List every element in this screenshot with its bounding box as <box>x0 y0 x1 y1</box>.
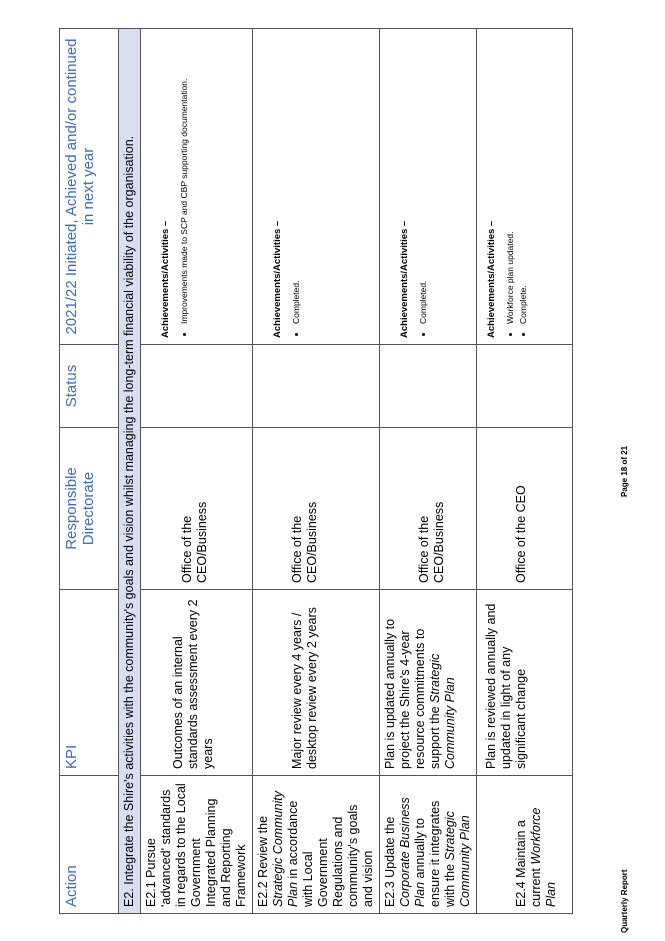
responsible-cell: Office of the CEO/Business <box>141 428 253 590</box>
table-row <box>141 29 253 914</box>
list-item: • Complete. <box>518 35 529 324</box>
kpi-cell: Plan is reviewed annually and updated in light of any significant change <box>477 590 573 776</box>
table-row <box>380 29 477 914</box>
achievements-title: Achievements/Activities – <box>486 220 497 338</box>
status-cell <box>141 345 253 428</box>
kpi-cell: Plan is updated annually to project the Shire's 4-year resource commitments to support the Strategic Community Plan <box>380 590 477 776</box>
header-responsible: Responsible Directorate <box>60 428 119 590</box>
status-cell <box>253 345 380 428</box>
kpi-cell: Outcomes of an internal standards assessment every 2 years <box>141 590 253 776</box>
progress-cell <box>253 29 380 345</box>
section-row <box>119 29 141 914</box>
progress-cell <box>477 29 573 345</box>
kpi-cell: Major review every 4 years / desktop review every 2 years <box>253 590 380 776</box>
responsible-cell: Office of the CEO/Business <box>253 428 380 590</box>
achievements-title: Achievements/Activities – <box>399 220 410 338</box>
footer-report-title: Quarterly Report <box>620 869 629 933</box>
list-item: • Workforce plan updated. <box>505 35 516 324</box>
section-title: E2. Integrate the Shire's activities with the community's goals and vision whilst managing the long-term financial viability of the organisation. <box>119 29 141 914</box>
header-kpi: KPI <box>60 590 119 776</box>
progress-cell <box>141 29 253 345</box>
footer-page-number: Page 18 of 21 <box>620 445 629 497</box>
progress-cell <box>380 29 477 345</box>
action-cell: E2.4 Maintain a current Workforce Plan <box>477 776 573 914</box>
list-item: • Completed. <box>291 35 302 324</box>
achievements-list <box>505 35 529 338</box>
action-cell: E2.1 Pursue 'advanced' standards in regards to the Local Government Integrated Planning and Reporting Framework <box>141 776 253 914</box>
achievements-title: Achievements/Activities – <box>272 220 283 338</box>
action-cell: E2.2 Review the Strategic Community Plan in accordance with Local Government Regulations and community's goals and vision <box>253 776 380 914</box>
achievements-title: Achievements/Activities – <box>160 220 171 338</box>
status-cell <box>380 345 477 428</box>
kpi-table <box>59 28 573 914</box>
achievements-list <box>418 35 429 338</box>
table-row <box>253 29 380 914</box>
achievements-list <box>291 35 302 338</box>
action-cell: E2.3 Update the Corporate Business Plan annually to ensure it integrates with the Strategic Community Plan <box>380 776 477 914</box>
responsible-cell: Office of the CEO/Business <box>380 428 477 590</box>
header-action: Action <box>60 776 119 914</box>
list-item: • Completed. <box>418 35 429 324</box>
header-progress: 2021/22 Initiated, Achieved and/or continued in next year <box>60 29 119 345</box>
table-header-row <box>60 29 119 914</box>
achievements-list <box>179 35 190 338</box>
status-cell <box>477 345 573 428</box>
responsible-cell: Office of the CEO <box>477 428 573 590</box>
table-row <box>477 29 573 914</box>
header-status: Status <box>60 345 119 428</box>
list-item: • Improvements made to SCP and CBP supporting documentation. <box>179 35 190 324</box>
